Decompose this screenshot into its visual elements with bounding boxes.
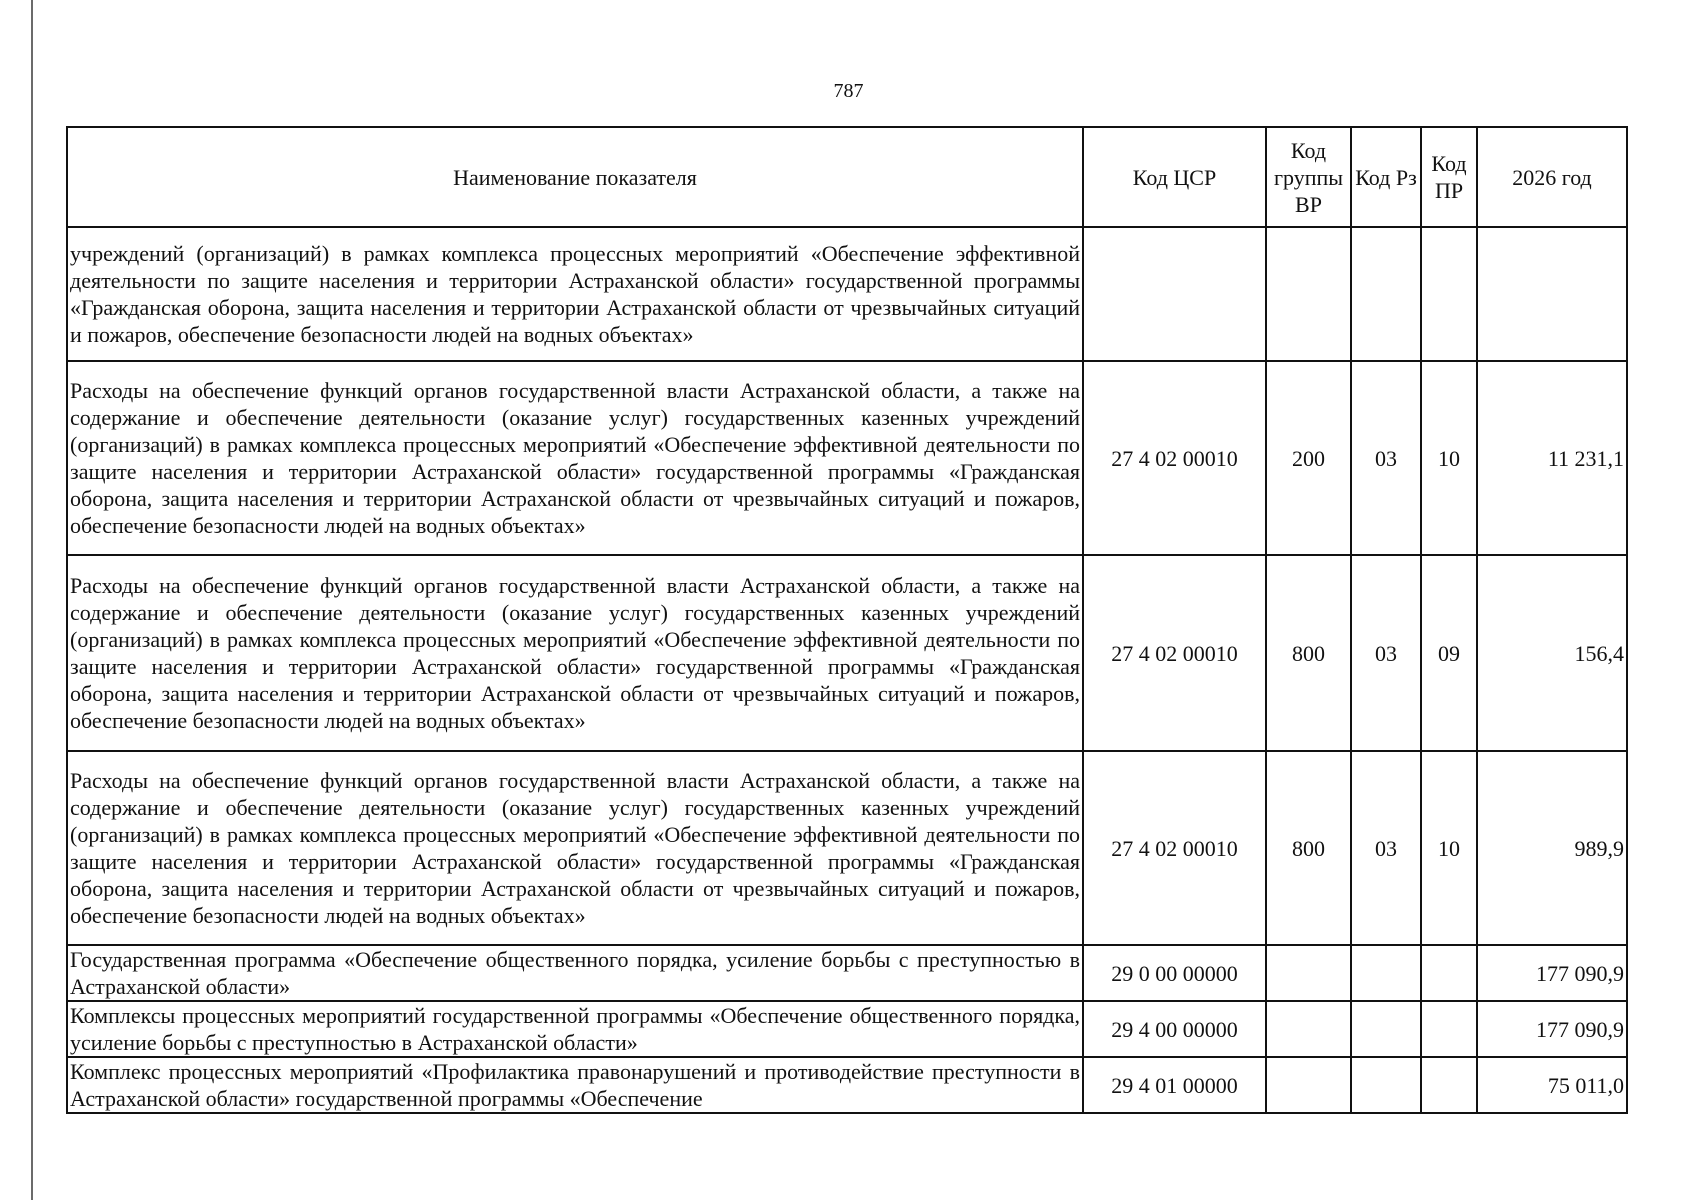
row-vr: 800: [1266, 555, 1351, 751]
header-pr: Код ПР: [1421, 127, 1477, 227]
row-pr: 10: [1421, 751, 1477, 945]
row-vr: [1266, 1057, 1351, 1113]
row-amount: 11 231,1: [1477, 361, 1627, 555]
table-row: [67, 361, 1627, 555]
header-name: Наименование показателя: [67, 127, 1083, 227]
table-row: [67, 1057, 1627, 1113]
table-row: [67, 227, 1627, 361]
row-name: Государственная программа «Обеспечение общественного порядка, усиление борьбы с преступностью в Астраханской области»: [67, 945, 1083, 1001]
row-name: Комплекс процессных мероприятий «Профилактика правонарушений и противодействие преступности в Астраханской области» государственной программы «Обеспечение: [67, 1057, 1083, 1113]
row-name: Расходы на обеспечение функций органов государственной власти Астраханской области, а также на содержание и обеспечение деятельности (оказание услуг) государственных казенных учреждений (организаций) в рамках комплекса процессных мероприятий «Обеспечение эффективной деятельности по защите населения и территории Астраханской области» государственной программы «Гражданская оборона, защита населения и территории Астраханской области от чрезвычайных ситуаций и пожаров, обеспечение безопасности людей на водных объектах»: [67, 361, 1083, 555]
header-vr: Код группы ВР: [1266, 127, 1351, 227]
row-vr: 800: [1266, 751, 1351, 945]
row-pr: [1421, 227, 1477, 361]
row-pr: 10: [1421, 361, 1477, 555]
row-amount: 177 090,9: [1477, 945, 1627, 1001]
row-name: учреждений (организаций) в рамках комплекса процессных мероприятий «Обеспечение эффективной деятельности по защите населения и территории Астраханской области» государственной программы «Гражданская оборона, защита населения и территории Астраханской области от чрезвычайных ситуаций и пожаров, обеспечение безопасности людей на водных объектах»: [67, 227, 1083, 361]
table-row: [67, 751, 1627, 945]
row-name: Расходы на обеспечение функций органов государственной власти Астраханской области, а также на содержание и обеспечение деятельности (оказание услуг) государственных казенных учреждений (организаций) в рамках комплекса процессных мероприятий «Обеспечение эффективной деятельности по защите населения и территории Астраханской области» государственной программы «Гражданская оборона, защита населения и территории Астраханской области от чрезвычайных ситуаций и пожаров, обеспечение безопасности людей на водных объектах»: [67, 555, 1083, 751]
row-vr: [1266, 1001, 1351, 1057]
row-rz: [1351, 227, 1421, 361]
row-vr: [1266, 945, 1351, 1001]
header-rz: Код Рз: [1351, 127, 1421, 227]
table-row: [67, 1001, 1627, 1057]
row-csr: 27 4 02 00010: [1083, 555, 1266, 751]
scan-edge-line: [31, 0, 33, 1200]
row-rz: [1351, 1057, 1421, 1113]
table-row: [67, 945, 1627, 1001]
row-amount: [1477, 227, 1627, 361]
row-csr: [1083, 227, 1266, 361]
row-pr: [1421, 945, 1477, 1001]
row-rz: 03: [1351, 361, 1421, 555]
budget-table: [66, 126, 1628, 1114]
page-number: 787: [833, 80, 864, 102]
row-pr: 09: [1421, 555, 1477, 751]
row-csr: 29 4 00 00000: [1083, 1001, 1266, 1057]
row-vr: 200: [1266, 361, 1351, 555]
row-amount: 989,9: [1477, 751, 1627, 945]
row-amount: 177 090,9: [1477, 1001, 1627, 1057]
row-amount: 156,4: [1477, 555, 1627, 751]
row-rz: [1351, 1001, 1421, 1057]
header-csr: Код ЦСР: [1083, 127, 1266, 227]
row-csr: 27 4 02 00010: [1083, 361, 1266, 555]
row-csr: 29 4 01 00000: [1083, 1057, 1266, 1113]
row-csr: 27 4 02 00010: [1083, 751, 1266, 945]
row-amount: 75 011,0: [1477, 1057, 1627, 1113]
row-vr: [1266, 227, 1351, 361]
row-name: Комплексы процессных мероприятий государственной программы «Обеспечение общественного порядка, усиление борьбы с преступностью в Астраханской области»: [67, 1001, 1083, 1057]
table-header-row: [67, 127, 1627, 227]
row-rz: 03: [1351, 751, 1421, 945]
row-pr: [1421, 1001, 1477, 1057]
row-rz: 03: [1351, 555, 1421, 751]
row-rz: [1351, 945, 1421, 1001]
table-row: [67, 555, 1627, 751]
row-pr: [1421, 1057, 1477, 1113]
row-name: Расходы на обеспечение функций органов государственной власти Астраханской области, а также на содержание и обеспечение деятельности (оказание услуг) государственных казенных учреждений (организаций) в рамках комплекса процессных мероприятий «Обеспечение эффективной деятельности по защите населения и территории Астраханской области» государственной программы «Гражданская оборона, защита населения и территории Астраханской области от чрезвычайных ситуаций и пожаров, обеспечение безопасности людей на водных объектах»: [67, 751, 1083, 945]
row-csr: 29 0 00 00000: [1083, 945, 1266, 1001]
header-year: 2026 год: [1477, 127, 1627, 227]
